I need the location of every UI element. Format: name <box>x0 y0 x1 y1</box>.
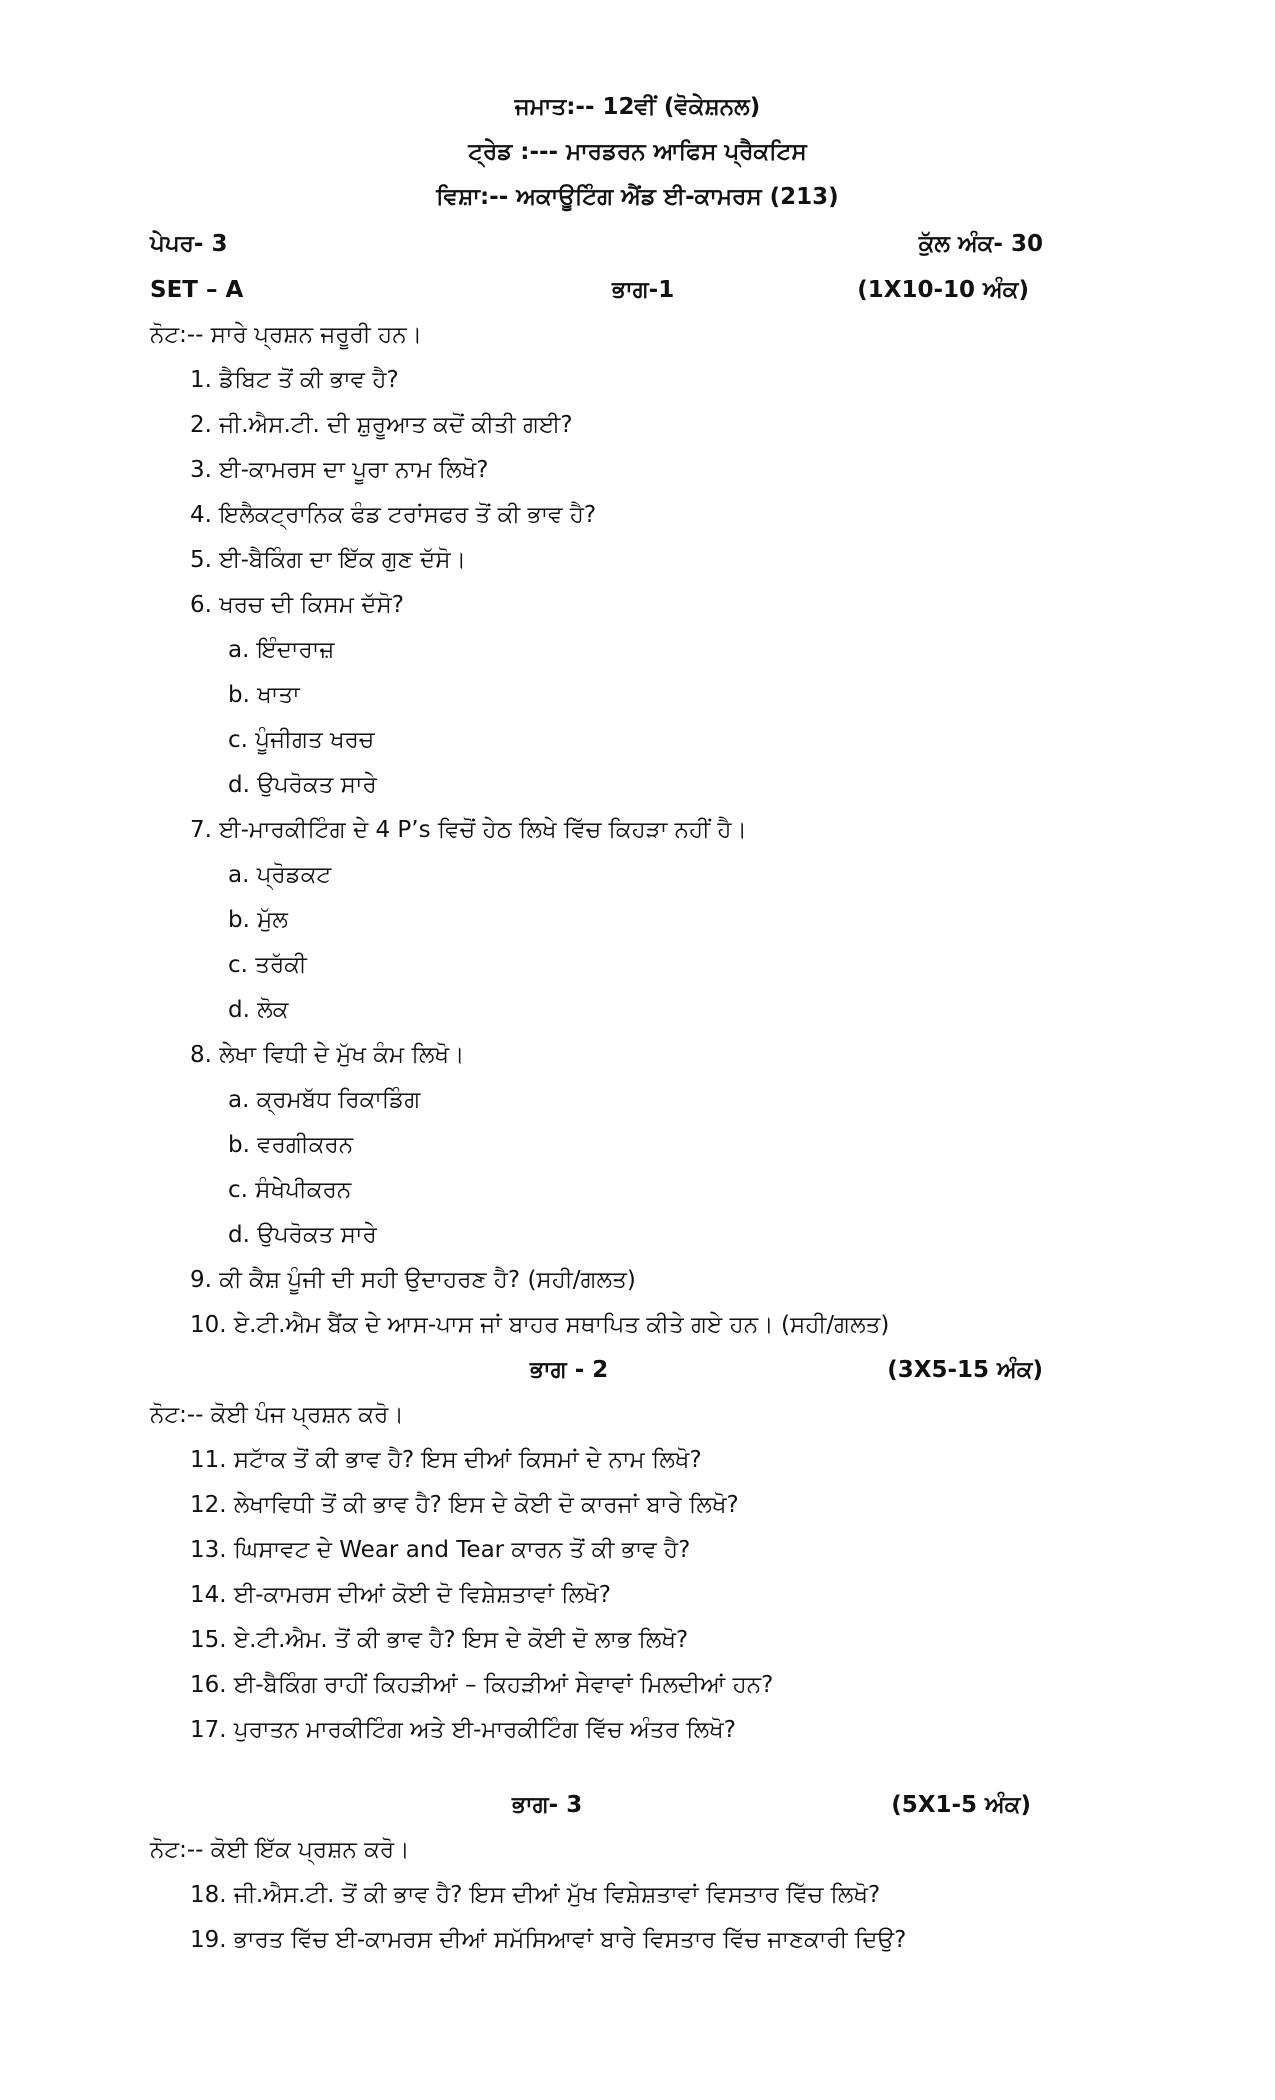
question-6-option-b: b. ਖਾਤਾ <box>228 682 300 708</box>
part2-title: ਭਾਗ - 2 <box>530 1357 609 1383</box>
question-8-option-d: d. ਉਪਰੋਕਤ ਸਾਰੇ <box>228 1222 377 1248</box>
question-17: 17. ਪੁਰਾਤਨ ਮਾਰਕੀਟਿੰਗ ਅਤੇ ਈ-ਮਾਰਕੀਟਿੰਗ ਵਿੱਚ ਅੰਤਰ ਲਿਖੋ? <box>190 1717 736 1743</box>
question-7-option-d: d. ਲੋਕ <box>228 997 289 1023</box>
question-15: 15. ਏ.ਟੀ.ਐਮ. ਤੋਂ ਕੀ ਭਾਵ ਹੈ? ਇਸ ਦੇ ਕੋਈ ਦੋ ਲਾਭ ਲਿਖੋ? <box>190 1627 689 1653</box>
question-6-option-c: c. ਪੂੰਜੀਗਤ ਖਰਚ <box>228 727 375 753</box>
question-12: 12. ਲੇਖਾਵਿਧੀ ਤੋਂ ਕੀ ਭਾਵ ਹੈ? ਇਸ ਦੇ ਕੋਈ ਦੋ ਕਾਰਜਾਂ ਬਾਰੇ ਲਿਖੋ? <box>190 1492 739 1518</box>
paper-number: ਪੇਪਰ- 3 <box>150 231 228 257</box>
part3-title: ਭਾਗ- 3 <box>512 1792 583 1818</box>
total-marks: ਕੁੱਲ ਅੰਕ- 30 <box>918 231 1043 257</box>
question-16: 16. ਈ-ਬੈਕਿੰਗ ਰਾਹੀਂ ਕਿਹੜੀਆਂ – ਕਿਹੜੀਆਂ ਸੇਵਾਵਾਂ ਮਿਲਦੀਆਂ ਹਨ? <box>190 1672 774 1698</box>
part3-note: ਨੋਟ:-- ਕੋਈ ਇੱਕ ਪ੍ਰਸ਼ਨ ਕਰੋ। <box>150 1837 410 1863</box>
question-13: 13. ਘਿਸਾਵਟ ਦੇ Wear and Tear ਕਾਰਨ ਤੋਂ ਕੀ ਭਾਵ ਹੈ? <box>190 1537 691 1563</box>
question-1: 1. ਡੈਬਿਟ ਤੋਂ ਕੀ ਭਾਵ ਹੈ? <box>190 367 399 393</box>
question-2: 2. ਜੀ.ਐਸ.ਟੀ. ਦੀ ਸ਼ੁਰੂਆਤ ਕਦੋਂ ਕੀਤੀ ਗਈ? <box>190 412 573 438</box>
part2-marks: (3X5-15 ਅੰਕ) <box>887 1357 1043 1383</box>
question-14: 14. ਈ-ਕਾਮਰਸ ਦੀਆਂ ਕੋਈ ਦੋ ਵਿਸ਼ੇਸ਼ਤਾਵਾਂ ਲਿਖੋ? <box>190 1582 611 1608</box>
question-3: 3. ਈ-ਕਾਮਰਸ ਦਾ ਪੂਰਾ ਨਾਮ ਲਿਖੋ? <box>190 457 489 483</box>
question-5: 5. ਈ-ਬੈਕਿੰਗ ਦਾ ਇੱਕ ਗੁਣ ਦੱਸੋ। <box>190 547 467 573</box>
part2-note: ਨੋਟ:-- ਕੋਈ ਪੰਜ ਪ੍ਰਸ਼ਨ ਕਰੋ। <box>150 1402 404 1428</box>
question-9: 9. ਕੀ ਕੈਸ਼ ਪੂੰਜੀ ਦੀ ਸਹੀ ਉਦਾਹਰਣ ਹੈ? (ਸਹੀ/ਗਲਤ) <box>190 1267 636 1293</box>
question-8-option-a: a. ਕ੍ਰਮਬੱਧ ਰਿਕਾਡਿੰਗ <box>228 1087 421 1113</box>
question-8: 8. ਲੇਖਾ ਵਿਧੀ ਦੇ ਮੁੱਖ ਕੰਮ ਲਿਖੋ। <box>190 1042 465 1068</box>
subject-line: ਵਿਸ਼ਾ:-- ਅਕਾਊਟਿੰਗ ਐਂਡ ਈ-ਕਾਮਰਸ (213) <box>436 184 839 210</box>
part1-note: ਨੋਟ:-- ਸਾਰੇ ਪ੍ਰਸ਼ਨ ਜਰੂਰੀ ਹਨ। <box>150 322 423 348</box>
question-7-option-c: c. ਤਰੱਕੀ <box>228 952 307 978</box>
question-4: 4. ਇਲੈਕਟ੍ਰਾਨਿਕ ਫੰਡ ਟਰਾਂਸਫਰ ਤੋਂ ਕੀ ਭਾਵ ਹੈ? <box>190 502 597 528</box>
question-11: 11. ਸਟਾੱਕ ਤੋਂ ਕੀ ਭਾਵ ਹੈ? ਇਸ ਦੀਆਂ ਕਿਸਮਾਂ ਦੇ ਨਾਮ ਲਿਖੋ? <box>190 1447 702 1473</box>
question-18: 18. ਜੀ.ਐਸ.ਟੀ. ਤੋਂ ਕੀ ਭਾਵ ਹੈ? ਇਸ ਦੀਆਂ ਮੁੱਖ ਵਿਸ਼ੇਸ਼ਤਾਵਾਂ ਵਿਸਤਾਰ ਵਿੱਚ ਲਿਖੋ? <box>190 1882 881 1908</box>
set-label: SET – A <box>150 277 244 303</box>
part1-marks: (1X10-10 ਅੰਕ) <box>857 277 1029 303</box>
question-7-option-b: b. ਮੁੱਲ <box>228 907 288 933</box>
trade-line: ਟ੍ਰੇਡ :--- ਮਾਰਡਰਨ ਆਫਿਸ ਪ੍ਰੈਕਟਿਸ <box>468 139 807 165</box>
question-6-option-a: a. ਇੰਦਾਰਾਜ਼ <box>228 637 335 663</box>
question-7: 7. ਈ-ਮਾਰਕੀਟਿੰਗ ਦੇ 4 P’s ਵਿਚੋਂ ਹੇਠ ਲਿਖੇ ਵਿੱਚ ਕਿਹੜਾ ਨਹੀਂ ਹੈ। <box>190 817 748 843</box>
question-19: 19. ਭਾਰਤ ਵਿੱਚ ਈ-ਕਾਮਰਸ ਦੀਆਂ ਸਮੱਸਿਆਵਾਂ ਬਾਰੇ ਵਿਸਤਾਰ ਵਿੱਚ ਜਾਣਕਾਰੀ ਦਿਉ? <box>190 1927 907 1953</box>
question-6-option-d: d. ਉਪਰੋਕਤ ਸਾਰੇ <box>228 772 377 798</box>
question-8-option-c: c. ਸੰਖੇਪੀਕਰਨ <box>228 1177 352 1203</box>
question-6: 6. ਖਰਚ ਦੀ ਕਿਸਮ ਦੱਸੋ? <box>190 592 404 618</box>
part1-title: ਭਾਗ-1 <box>612 277 675 303</box>
question-8-option-b: b. ਵਰਗੀਕਰਨ <box>228 1132 354 1158</box>
question-10: 10. ਏ.ਟੀ.ਐਮ ਬੈਂਕ ਦੇ ਆਸ-ਪਾਸ ਜਾਂ ਬਾਹਰ ਸਥਾਪਿਤ ਕੀਤੇ ਗਏ ਹਨ। (ਸਹੀ/ਗਲਤ) <box>190 1312 890 1338</box>
part3-marks: (5X1-5 ਅੰਕ) <box>891 1792 1031 1818</box>
class-line: ਜਮਾਤ:-- 12ਵੀਂ (ਵੋਕੇਸ਼ਨਲ) <box>514 94 761 120</box>
question-7-option-a: a. ਪ੍ਰੋਡਕਟ <box>228 862 332 888</box>
